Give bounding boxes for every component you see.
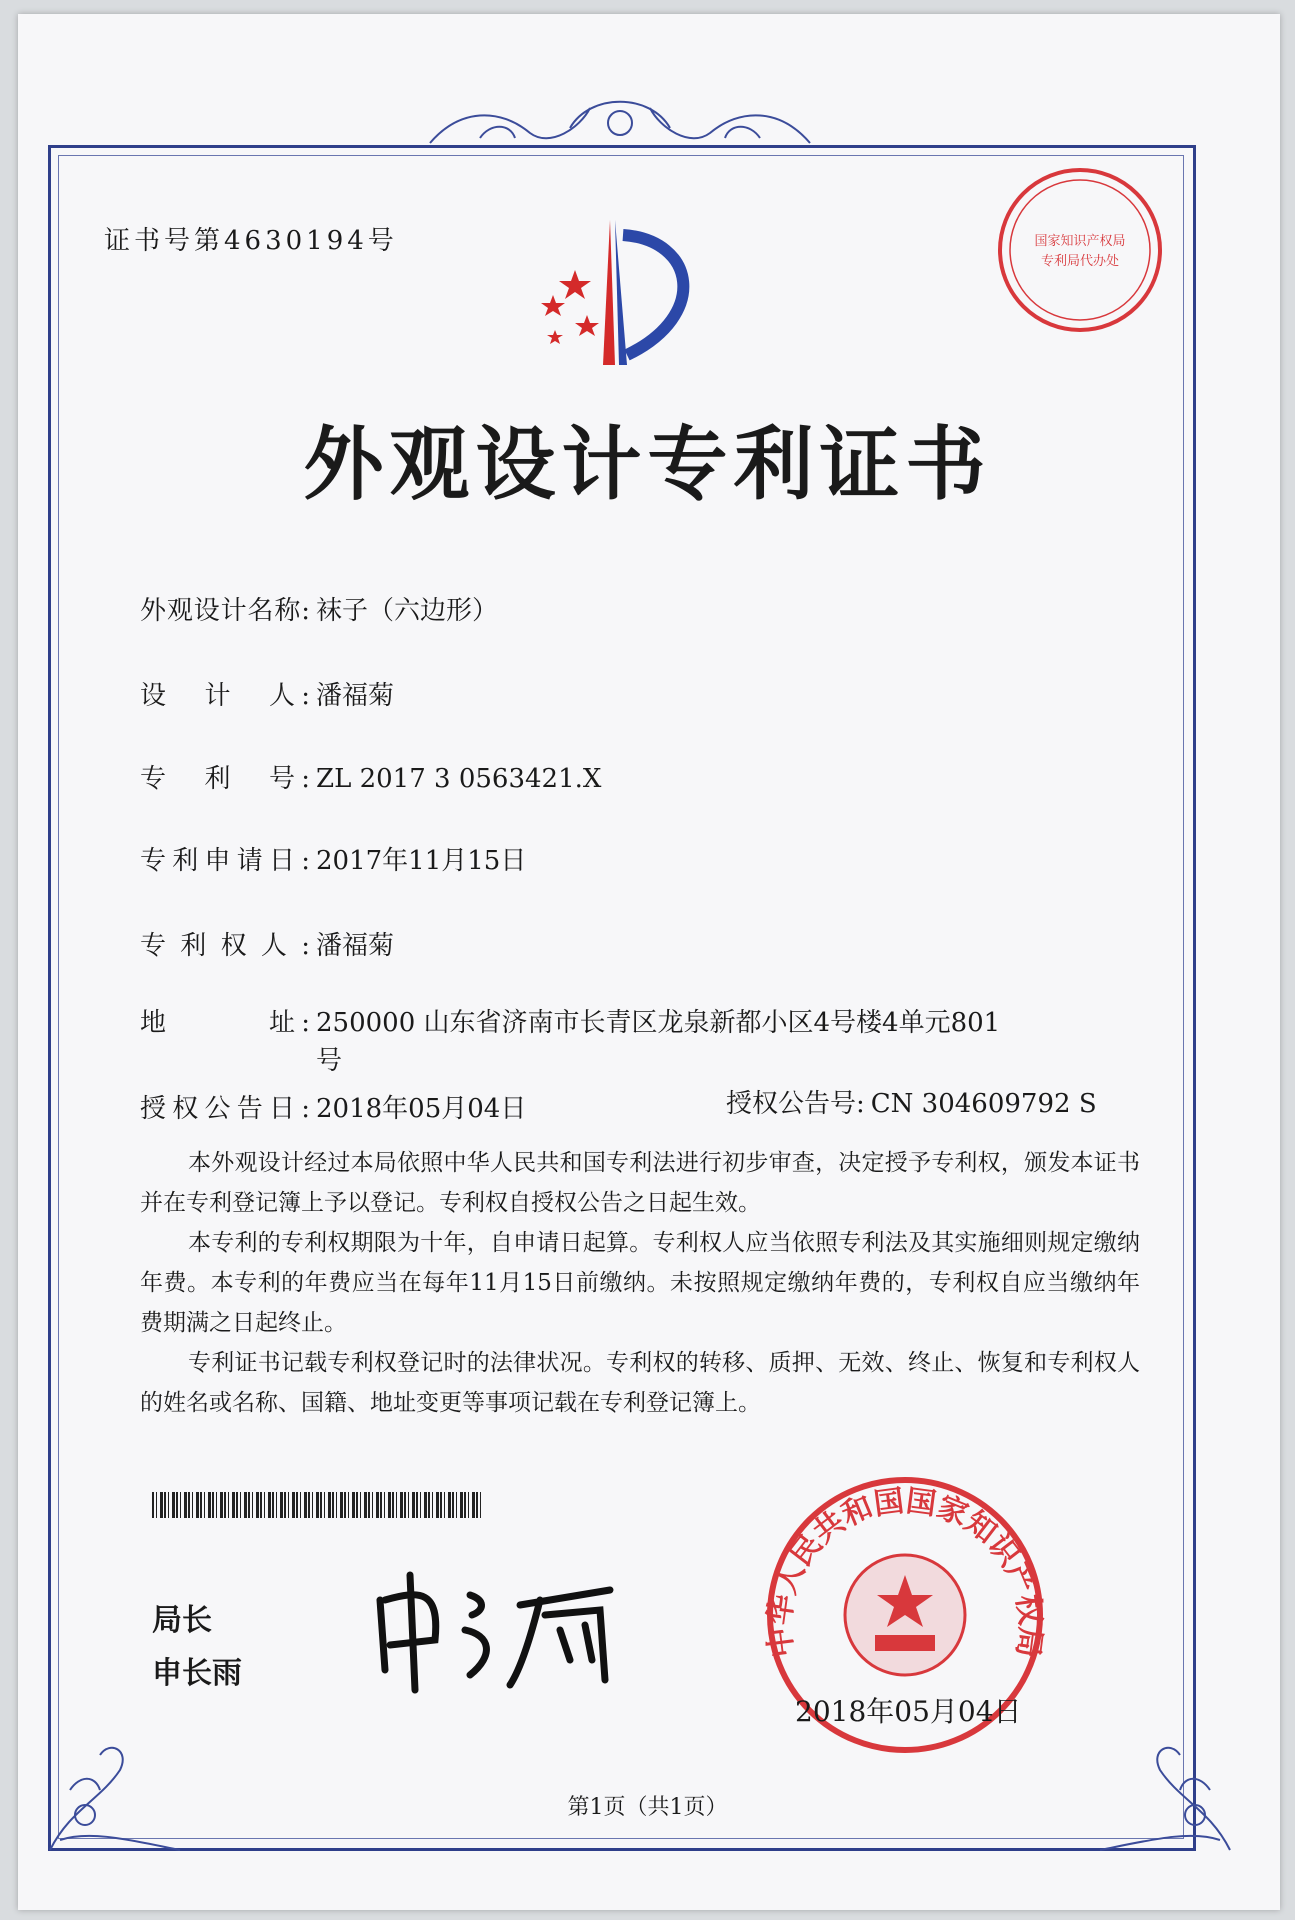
field-value: ZL 2017 3 0563421.X xyxy=(316,764,602,794)
field-grant-date xyxy=(140,1088,526,1125)
paragraph-1: 本外观设计经过本局依照中华人民共和国专利法进行初步审查，决定授予专利权，颁发本证书并在专利登记簿上予以登记。专利权自授权公告之日起生效。 xyxy=(140,1150,1140,1216)
field-address-line2: 号 xyxy=(316,1046,343,1076)
page-footer: 第1页（共1页） xyxy=(567,1795,728,1820)
field-value: 潘福菊 xyxy=(316,931,395,961)
certificate-title: 外观设计专利证书 xyxy=(303,417,992,511)
certificate-number: 证书号第4630194号 xyxy=(104,226,398,256)
field-label: 外观设计名称: xyxy=(140,596,310,626)
director-signature xyxy=(360,1560,650,1700)
agency-seal-icon xyxy=(990,160,1170,340)
paragraph-3: 专利证书记载专利权登记时的法律状况。专利权的转移、质押、无效、终止、恢复和专利权人的姓名或名称、国籍、地址变更等事项记载在专利登记簿上。 xyxy=(140,1350,1140,1416)
top-ornament xyxy=(420,88,820,158)
field-label: 专利申请日: xyxy=(140,846,310,876)
director-name: 申长雨 xyxy=(152,1656,242,1691)
field-grant-no xyxy=(726,1083,1097,1120)
field-label: 设 计 人: xyxy=(140,681,310,711)
field-value: 250000 山东省济南市长青区龙泉新都小区4号楼4单元801 xyxy=(316,1008,1001,1038)
field-value: 潘福菊 xyxy=(316,681,395,711)
field-patentee xyxy=(140,925,394,962)
field-label: 地 址: xyxy=(140,1008,310,1038)
field-value: 袜子（六边形） xyxy=(316,596,499,626)
field-label: 授权公告日: xyxy=(140,1094,310,1124)
director-title: 局长 xyxy=(152,1603,212,1638)
field-designer xyxy=(140,675,394,712)
svg-text:中华人民共和国国家知识产权局: 中华人民共和国国家知识产权局 xyxy=(762,1483,1048,1660)
field-patent-no xyxy=(140,758,601,795)
seal-date: 2018年05月04日 xyxy=(795,1695,1022,1728)
field-address xyxy=(140,1002,1000,1039)
field-value: CN 304609792 S xyxy=(870,1089,1097,1119)
field-value: 2017年11月15日 xyxy=(316,846,527,876)
field-label: 专利权人: xyxy=(140,931,310,961)
field-design-name xyxy=(140,590,498,627)
field-label: 授权公告号: xyxy=(726,1089,865,1119)
field-application-date xyxy=(140,840,526,877)
barcode xyxy=(152,1492,482,1518)
svg-text:专利局代办处: 专利局代办处 xyxy=(1040,254,1120,269)
paragraph-2: 本专利的专利权期限为十年，自申请日起算。专利权人应当依照专利法及其实施细则规定缴纳年费。本专利的年费应当在每年11月15日前缴纳。未按照规定缴纳年费的，专利权自应当缴纳年费期满之日起终止。 xyxy=(140,1230,1140,1336)
svg-text:国家知识产权局: 国家知识产权局 xyxy=(1034,234,1126,249)
field-value: 2018年05月04日 xyxy=(316,1094,527,1124)
cnipa-logo-icon xyxy=(515,215,725,375)
field-label: 专 利 号: xyxy=(140,764,310,794)
